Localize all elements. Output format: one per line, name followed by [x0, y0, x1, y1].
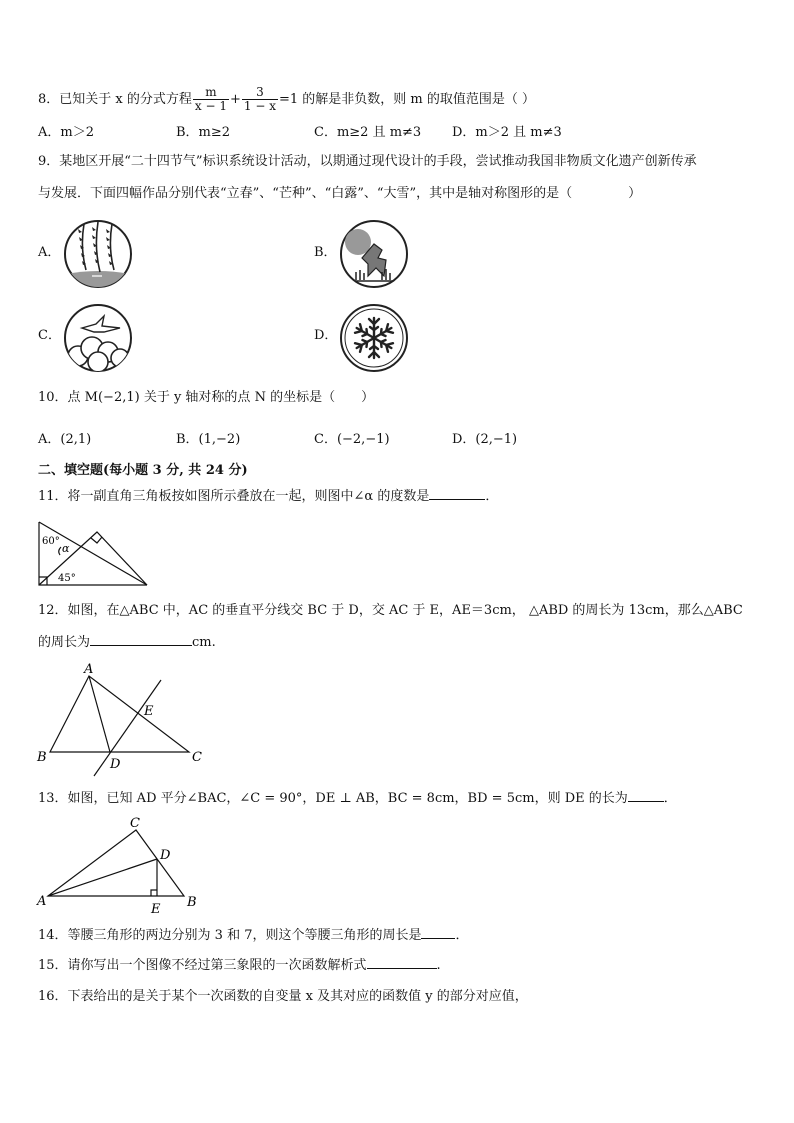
q8-option-c[interactable]: C．m≥2 且 m≠3 — [314, 125, 422, 140]
q8-option-a[interactable]: A．m＞2 — [38, 125, 94, 140]
q8-prefix: 8．已知关于 x 的分式方程 — [38, 92, 192, 107]
q15-answer-blank[interactable] — [367, 956, 437, 969]
q10-option-a[interactable]: A．(2,1) — [38, 432, 92, 447]
lichun-willow-icon[interactable] — [62, 218, 134, 290]
q9-option-b[interactable]: B． — [314, 245, 337, 260]
q12-line2: 的周长为 cm. — [38, 635, 216, 650]
q11-angle-45-label: 45° — [58, 573, 76, 584]
q12-label-a: A — [84, 662, 94, 677]
q10-stem: 10．点 M(−2,1) 关于 y 轴对称的点 N 的坐标是（ ） — [38, 390, 375, 405]
q16-stem: 16．下表给出的是关于某个一次函数的自变量 x 及其对应的函数值 y 的部分对应值， — [38, 989, 528, 1004]
q8-option-d[interactable]: D．m＞2 且 m≠3 — [452, 125, 562, 140]
q13-label-b: B — [187, 895, 197, 910]
q13-label-a: A — [37, 894, 47, 909]
q12-label-d: D — [110, 757, 121, 772]
q12-answer-blank[interactable] — [90, 633, 192, 646]
q8-fraction-2: $\frac{3}{1 - x}$ — [243, 85, 276, 113]
q13-label-c: C — [130, 816, 140, 831]
q10-option-c[interactable]: C．(−2,−1) — [314, 432, 390, 447]
q13-label-e: E — [151, 902, 161, 917]
q12-label-e: E — [144, 704, 154, 719]
q8-stem: 8．已知关于 x 的分式方程 $\frac{m}{x - 1}$ + $\frac{3}{1 - x}$ =1 的解是非负数，则 m 的取值范围是（ ） — [38, 85, 535, 113]
q11-alpha-label: α — [62, 542, 70, 555]
q12-triangle-figure — [34, 660, 214, 778]
q13-stem: 13．如图，已知 AD 平分∠BAC，∠C = 90°，DE ⊥ AB，BC = 8cm，BD = 5cm，则 DE 的长为 ． — [38, 791, 677, 806]
q11-stem: 11．将一副直角三角板按如图所示叠放在一起，则图中∠α 的度数是 ． — [38, 489, 499, 504]
q10-option-d[interactable]: D．(2,−1) — [452, 432, 518, 447]
q12-line1: 12．如图，在△ABC 中，AC 的垂直平分线交 BC 于 D，交 AC 于 E，AE＝3cm， △ABD 的周长为 13cm，那么△ABC — [38, 603, 743, 618]
q10-option-b[interactable]: B．(1,−2) — [176, 432, 241, 447]
q13-label-d: D — [160, 848, 171, 863]
q13-answer-blank[interactable] — [628, 789, 664, 802]
q9-option-c[interactable]: C． — [38, 328, 61, 343]
daxue-snowflake-icon[interactable] — [338, 302, 410, 374]
bailu-crane-icon[interactable] — [62, 302, 134, 374]
q14-stem: 14．等腰三角形的两边分别为 3 和 7，则这个等腰三角形的周长是 ． — [38, 928, 469, 943]
q13-triangle-figure — [34, 815, 204, 919]
q11-answer-blank[interactable] — [429, 487, 485, 500]
q9-option-a[interactable]: A． — [38, 245, 61, 260]
q14-answer-blank[interactable] — [421, 926, 455, 939]
q9-option-d[interactable]: D． — [314, 328, 338, 343]
q9-line1: 9．某地区开展“二十四节气”标识系统设计活动，以期通过现代设计的手段，尝试推动我国非物质文化遗产创新传承 — [38, 154, 697, 169]
q8-option-b[interactable]: B．m≥2 — [176, 125, 231, 140]
q11-triangle-figure — [36, 519, 152, 589]
q8-suffix: =1 的解是非负数，则 m 的取值范围是（ ） — [278, 92, 535, 107]
q15-stem: 15．请你写出一个图像不经过第三象限的一次函数解析式 . — [38, 958, 441, 973]
q12-label-c: C — [192, 750, 202, 765]
section-heading: 二、填空题(每小题 3 分, 共 24 分) — [38, 463, 248, 478]
q8-fraction-1: $\frac{m}{x - 1}$ — [194, 85, 227, 113]
mangzhong-farmer-icon[interactable] — [338, 218, 410, 290]
q9-line2: 与发展．下面四幅作品分别代表“立春”、“芒种”、“白露”、“大雪”，其中是轴对称图形的是（ ） — [38, 186, 642, 201]
q12-label-b: B — [37, 750, 47, 765]
q11-angle-60-label: 60° — [42, 536, 60, 547]
